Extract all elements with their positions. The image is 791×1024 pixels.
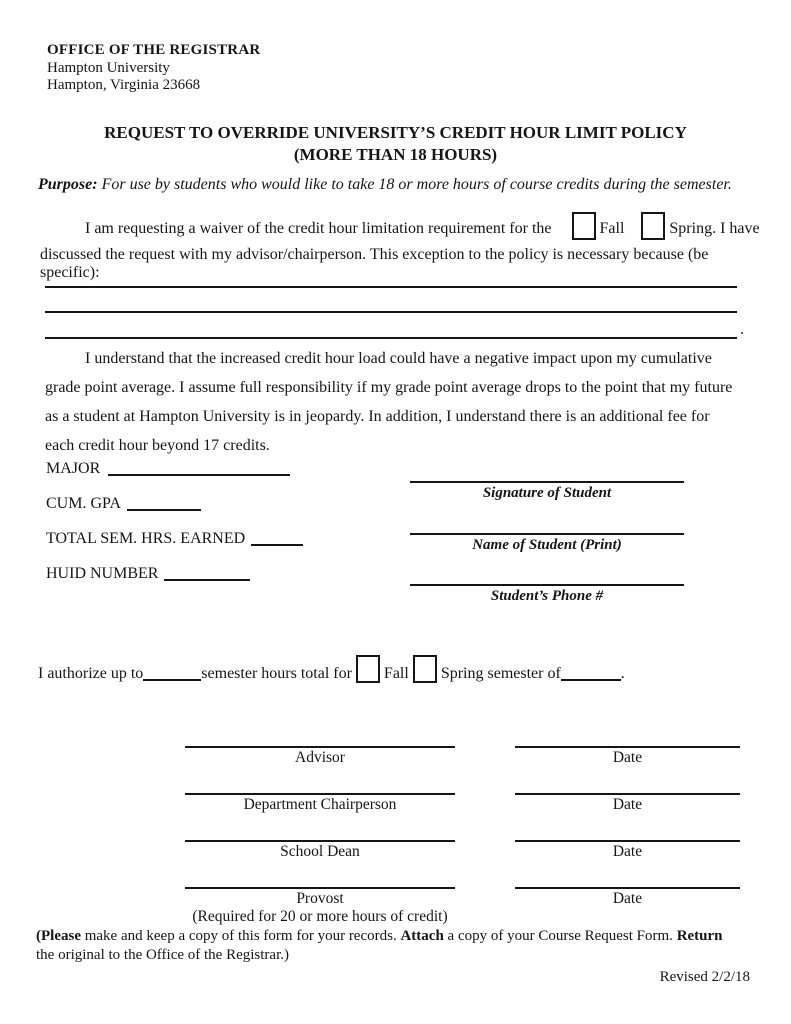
cum-gpa-label: CUM. GPA: [46, 495, 121, 512]
signature-of-student-label: Signature of Student: [482, 485, 612, 501]
provost-date-label: Date: [612, 890, 643, 907]
purpose-text: For use by students who would like to take 18 or more hours of course credits during the semester.: [101, 176, 732, 193]
footer-text-3: the original to the Office of the Registrar.): [36, 947, 289, 963]
school-dean-signature-line[interactable]: [185, 840, 455, 842]
authorize-text3: Spring semester of: [440, 665, 561, 682]
total-sem-hrs-input-line[interactable]: [251, 530, 303, 546]
school-dean-date-line[interactable]: [515, 840, 740, 842]
provost-signature-line[interactable]: [185, 887, 455, 889]
request-text: I am requesting a waiver of the credit hour limitation requirement for the: [85, 220, 552, 237]
cum-gpa-field: [46, 495, 303, 530]
department-chairperson-date-label: Date: [612, 796, 643, 813]
advisor-row: [185, 746, 740, 767]
signature-of-student-line[interactable]: [410, 481, 684, 483]
huid-field: [46, 565, 303, 600]
huid-label: HUID NUMBER: [46, 565, 159, 582]
university-address: Hampton, Virginia 23668: [47, 77, 201, 93]
office-name: OFFICE OF THE REGISTRAR: [47, 42, 261, 58]
advisor-date-label: Date: [612, 749, 643, 766]
authorize-period: .: [620, 665, 625, 682]
provost-row: [185, 887, 740, 926]
advisor-date-line[interactable]: [515, 746, 740, 748]
major-input-line[interactable]: [108, 460, 290, 476]
student-phone-label: Student’s Phone #: [490, 588, 604, 604]
footer-instructions: [36, 927, 739, 965]
name-of-student-label: Name of Student (Print): [472, 537, 622, 553]
reason-line-2[interactable]: [45, 311, 737, 313]
request-paragraph-line1: [45, 212, 760, 240]
department-chairperson-date-line[interactable]: [515, 793, 740, 795]
fall-checkbox[interactable]: [572, 212, 596, 240]
footer-bold-attach: Attach: [400, 928, 444, 944]
acknowledgement-paragraph: I understand that the increased credit hour load could have a negative impact upon my cumulative grade point average. I assume full responsibility if my grade point average drops to the point that my future as a student at Hampton University is in jeopardy. In addition, I understand there is an additional fee for each credit hour beyond 17 credits.: [45, 350, 733, 454]
name-of-student-group: [410, 533, 684, 554]
spring-checkbox[interactable]: [641, 212, 665, 240]
total-sem-hrs-label: TOTAL SEM. HRS. EARNED: [46, 530, 246, 547]
reason-line-3[interactable]: [45, 337, 737, 339]
student-phone-line[interactable]: [410, 584, 684, 586]
major-field: [46, 460, 303, 495]
letterhead: [47, 42, 260, 95]
semester-year-input-line[interactable]: [561, 665, 621, 681]
form-title-line2: (MORE THAN 18 HOURS): [293, 145, 498, 164]
footer-bold-return: Return: [676, 928, 723, 944]
advisor-label: Advisor: [295, 749, 345, 766]
total-sem-hrs-field: [46, 530, 303, 565]
revision-date: Revised 2/2/18: [659, 969, 750, 985]
authorize-spring-checkbox[interactable]: [413, 655, 437, 683]
form-title-line1: REQUEST TO OVERRIDE UNIVERSITY’S CREDIT HOUR LIMIT POLICY: [104, 123, 687, 142]
name-of-student-line[interactable]: [410, 533, 684, 535]
reason-line-1[interactable]: [45, 286, 737, 288]
signature-of-student-group: [410, 481, 684, 502]
huid-input-line[interactable]: [164, 565, 250, 581]
school-dean-date-label: Date: [612, 843, 643, 860]
spring-checkbox-label: Spring. I have: [669, 220, 760, 237]
school-dean-label: School Dean: [280, 843, 360, 860]
department-chairperson-row: [185, 793, 740, 814]
authorize-fall-checkbox[interactable]: [356, 655, 380, 683]
request-paragraph-line2: discussed the request with my advisor/chairperson. This exception to the policy is necessary because (be specific):: [40, 246, 709, 281]
reason-trailing-period: .: [740, 321, 744, 338]
purpose-statement: [38, 176, 741, 194]
student-fields: [46, 460, 303, 600]
footer-text-2: a copy of your Course Request Form.: [443, 928, 677, 944]
provost-label: Provost: [296, 890, 344, 907]
footer-text-1: make and keep a copy of this form for your records.: [80, 928, 401, 944]
school-dean-row: [185, 840, 740, 861]
authorization-line: [38, 655, 751, 683]
fall-checkbox-label: Fall: [599, 220, 625, 237]
provost-date-line[interactable]: [515, 887, 740, 889]
authorize-text2: semester hours total for: [201, 665, 352, 682]
advisor-signature-line[interactable]: [185, 746, 455, 748]
footer-bold-please: (Please: [36, 928, 81, 944]
student-signature-column: [410, 481, 684, 605]
authorize-text1: I authorize up to: [38, 665, 144, 682]
cum-gpa-input-line[interactable]: [127, 495, 201, 511]
authorize-fall-label: Fall: [383, 665, 409, 682]
authorized-hours-input-line[interactable]: [143, 665, 201, 681]
university-name: Hampton University: [47, 59, 170, 76]
form-title: [0, 122, 791, 166]
purpose-label: Purpose:: [38, 176, 98, 193]
department-chairperson-label: Department Chairperson: [243, 796, 397, 813]
department-chairperson-signature-line[interactable]: [185, 793, 455, 795]
student-phone-group: [410, 584, 684, 605]
provost-note: (Required for 20 or more hours of credit): [192, 908, 448, 925]
major-label: MAJOR: [46, 460, 101, 477]
approval-signature-block: [185, 746, 740, 952]
